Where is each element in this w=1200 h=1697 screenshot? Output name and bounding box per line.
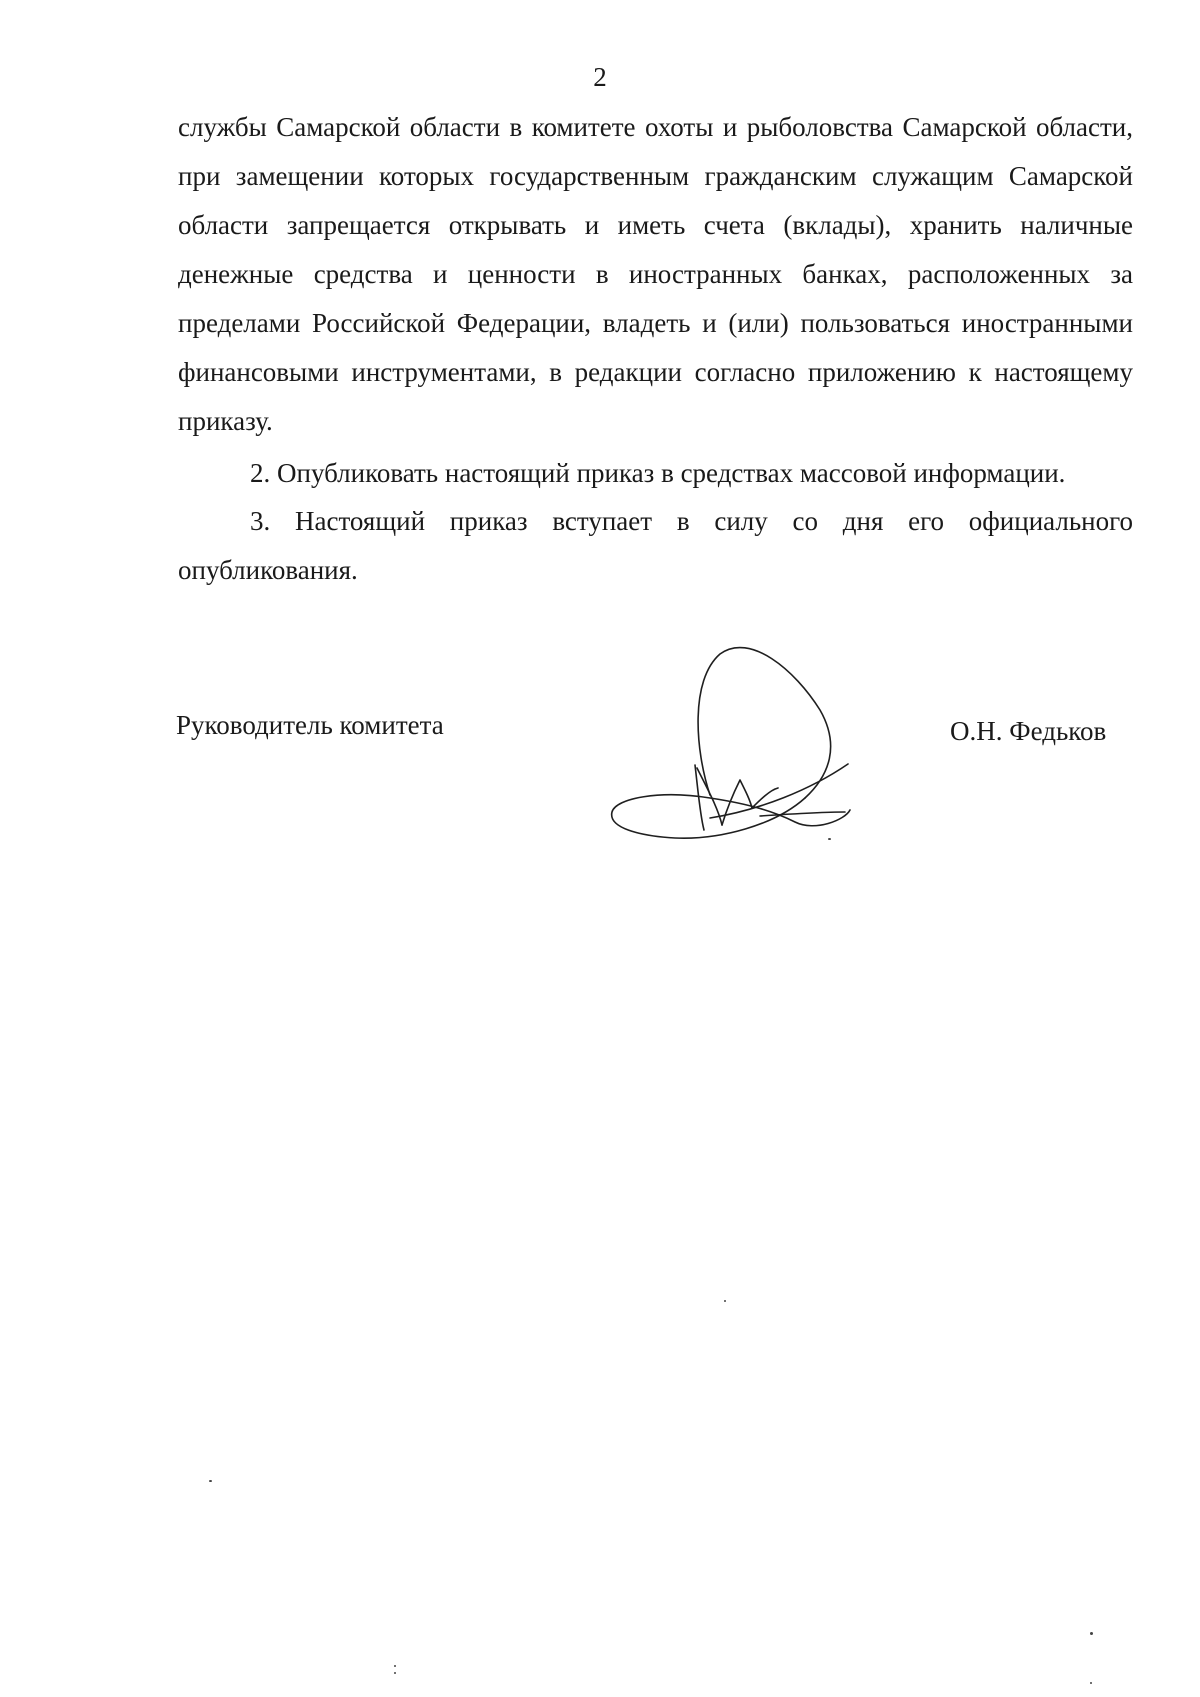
signatory-name: О.Н. Федьков (950, 716, 1107, 746)
scan-speck (828, 838, 831, 840)
scan-speck (209, 1480, 212, 1482)
paragraph-1: службы Самарской области в комитете охоты и рыболовства Самарской области, при замещении которых государственным гражданским служащим Самарской области запрещается открывать и иметь счета (вклады), хранить наличные денежные средства и ценности в иностранных банках, расположенных за пределами Российской Федерации, владеть и (или) пользоваться иностранными финансовыми инструментами, в редакции согласно приложению к настоящему приказу. (178, 112, 1133, 436)
paragraph-3: 3. Настоящий приказ вступает в силу со дня его официального опубликования. (178, 506, 1133, 585)
handwritten-signature (600, 640, 880, 860)
scan-speck (724, 1300, 726, 1302)
scan-speck (394, 1672, 396, 1674)
scan-speck (394, 1665, 396, 1667)
page-number: 2 (593, 62, 607, 92)
scan-speck (1090, 1632, 1093, 1635)
signatory-title: Руководитель комитета (176, 710, 444, 740)
scan-speck (1090, 1682, 1092, 1684)
paragraph-2: 2. Опубликовать настоящий приказ в средствах массовой информации. (250, 458, 1066, 488)
